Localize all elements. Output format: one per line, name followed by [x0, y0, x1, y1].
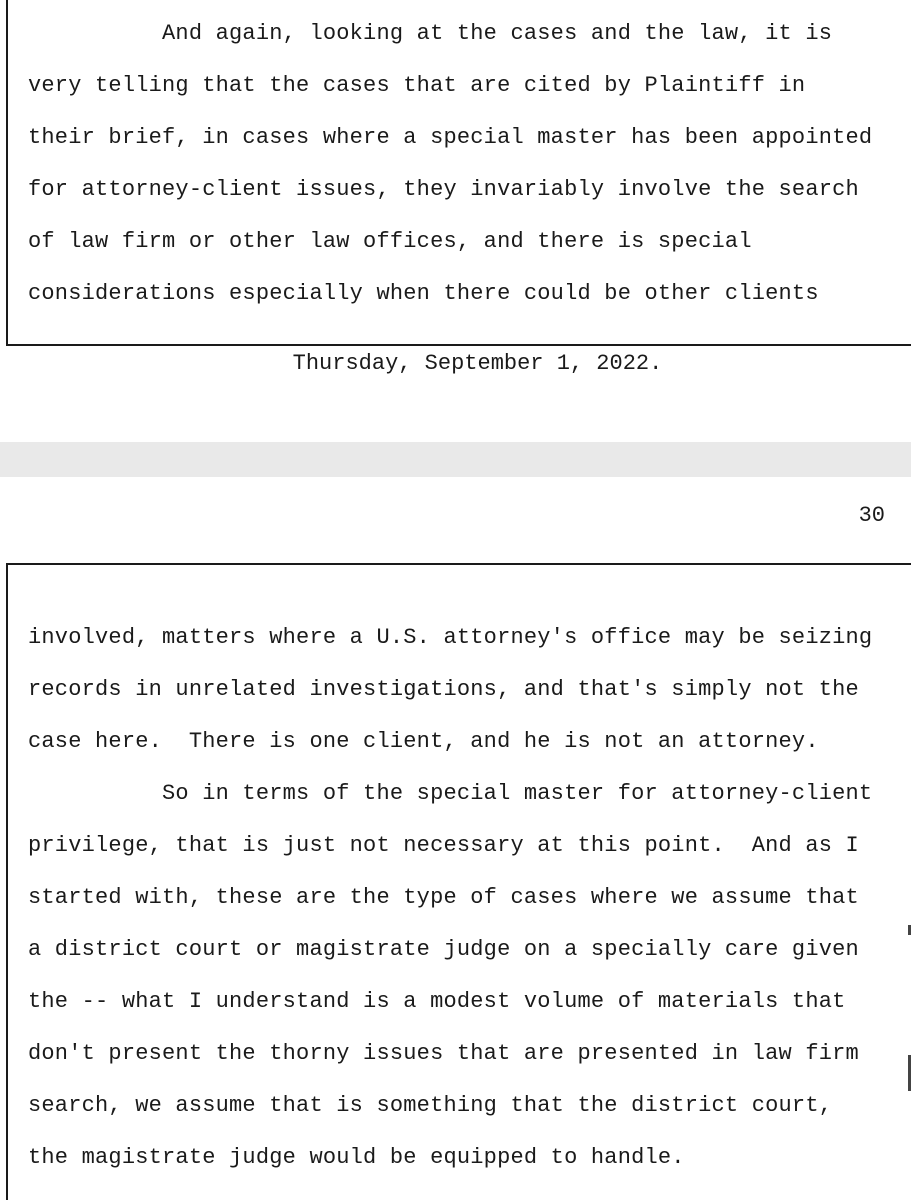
transcript-page-bottom — [0, 477, 911, 1200]
transcript-line: search, we assume that is something that the district court, — [28, 1093, 833, 1118]
transcript-line: records in unrelated investigations, and that's simply not the — [28, 677, 859, 702]
transcript-line: And again, looking at the cases and the law, it is — [28, 21, 833, 46]
transcript-line: So in terms of the special master for attorney-client — [28, 781, 873, 806]
page-footer-date: Thursday, September 1, 2022. — [292, 351, 663, 376]
transcript-line: their brief, in cases where a special master has been appointed — [28, 125, 873, 150]
transcript-line: of law firm or other law offices, and there is special — [28, 229, 752, 254]
transcript-line: the -- what I understand is a modest volume of materials that — [28, 989, 846, 1014]
transcript-line: started with, these are the type of cases where we assume that — [28, 885, 859, 910]
transcript-line: the magistrate judge would be equipped to handle. — [28, 1145, 685, 1170]
transcript-page-top — [0, 0, 911, 442]
transcript-line: case here. There is one client, and he is not an attorney. — [28, 729, 819, 754]
page-number: 30 — [858, 503, 885, 528]
transcript-line: don't present the thorny issues that are presented in law firm — [28, 1041, 859, 1066]
transcript-line: involved, matters where a U.S. attorney's office may be seizing — [28, 625, 873, 650]
transcript-line: a district court or magistrate judge on a specially care given — [28, 937, 859, 962]
transcript-line: very telling that the cases that are cited by Plaintiff in — [28, 73, 806, 98]
transcript-line: for attorney-client issues, they invariably involve the search — [28, 177, 859, 202]
transcript-line: privilege, that is just not necessary at this point. And as I — [28, 833, 859, 858]
transcript-line: considerations especially when there could be other clients — [28, 281, 819, 306]
page-separator — [0, 442, 911, 477]
